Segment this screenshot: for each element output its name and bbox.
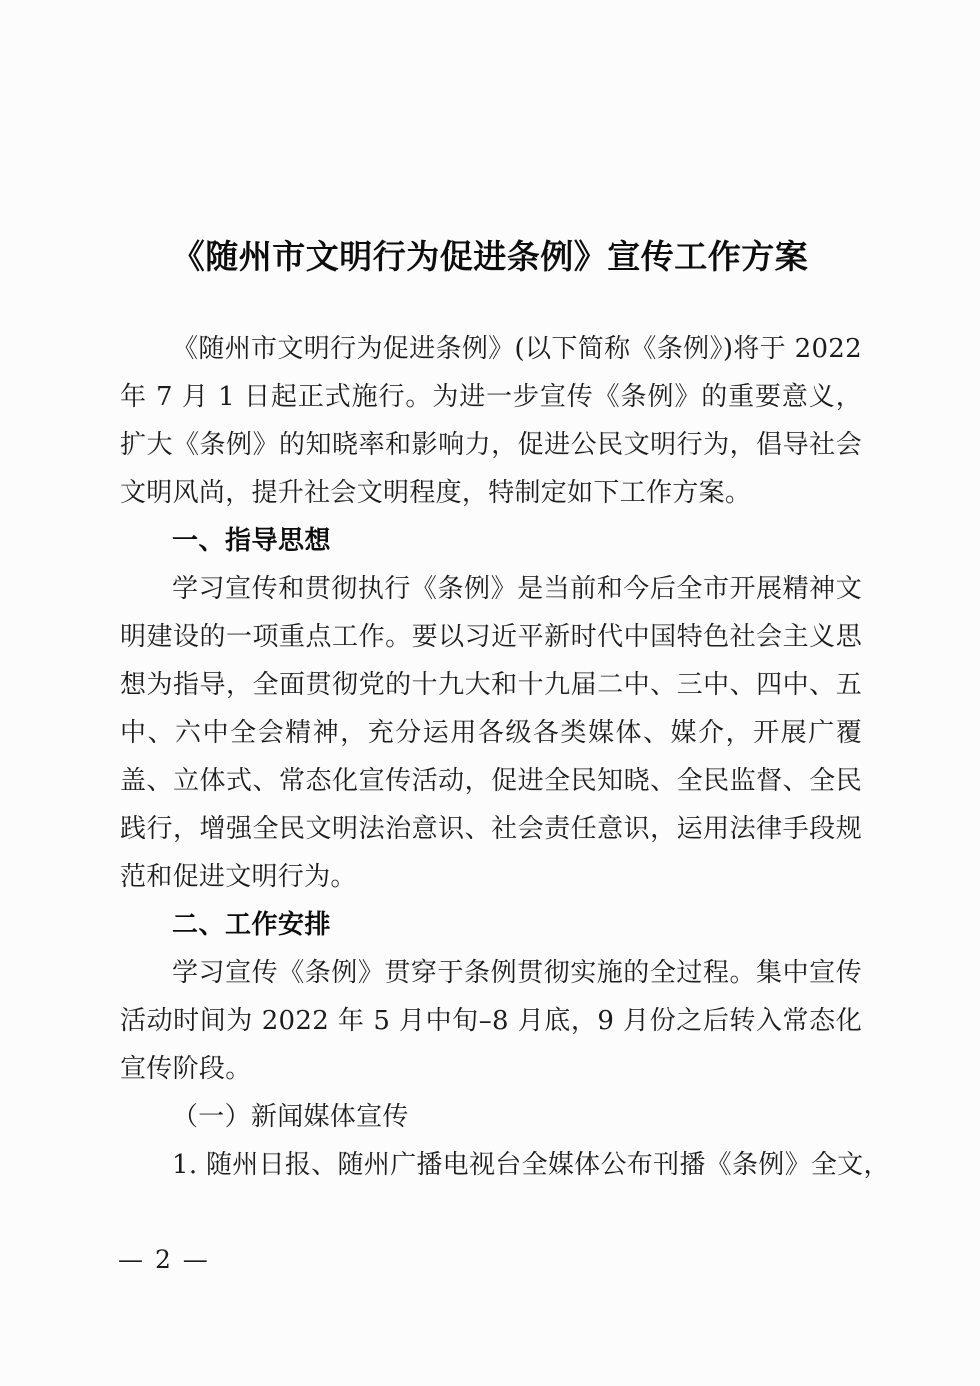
section-paragraph-work-arrangement: 学习宣传《条例》贯穿于条例贯彻实施的全过程。集中宣传活动时间为 2022 年 5 月中旬–8 月底，9 月份之后转入常态化宣传阶段。: [120, 958, 862, 1084]
intro-paragraph: 《随州市文明行为促进条例》(以下简称《条例》)将于 2022 年 7 月 1 日起正式施行。为进一步宣传《条例》的重要意义，扩大《条例》的知晓率和影响力，促进公民文明行为，倡导社会文明风尚，提升社会文明程度，特制定如下工作方案。: [120, 334, 862, 508]
page-number-footer: — 2 —: [118, 1245, 210, 1274]
section-heading-guiding-thought: 一、指导思想: [172, 526, 332, 556]
document-body: [120, 325, 890, 1189]
list-item: 1. 随州日报、随州广播电视台全媒体公布刊播《条例》全文，: [172, 1150, 890, 1180]
page-title: 《随州市文明行为促进条例》宣传工作方案: [171, 237, 809, 277]
section-paragraph-guiding-thought: 学习宣传和贯彻执行《条例》是当前和今后全市开展精神文明建设的一项重点工作。要以习近平新时代中国特色社会主义思想为指导，全面贯彻党的十九大和十九届二中、三中、四中、五中、六中全会精神，充分运用各级各类媒体、媒介，开展广覆盖、立体式、常态化宣传活动，促进全民知晓、全民监督、全民践行，增强全民文明法治意识、社会责任意识，运用法律手段规范和促进文明行为。: [120, 574, 862, 892]
subsection-heading-news-media: （一）新闻媒体宣传: [172, 1102, 409, 1132]
section-heading-work-arrangement: 二、工作安排: [172, 910, 332, 940]
